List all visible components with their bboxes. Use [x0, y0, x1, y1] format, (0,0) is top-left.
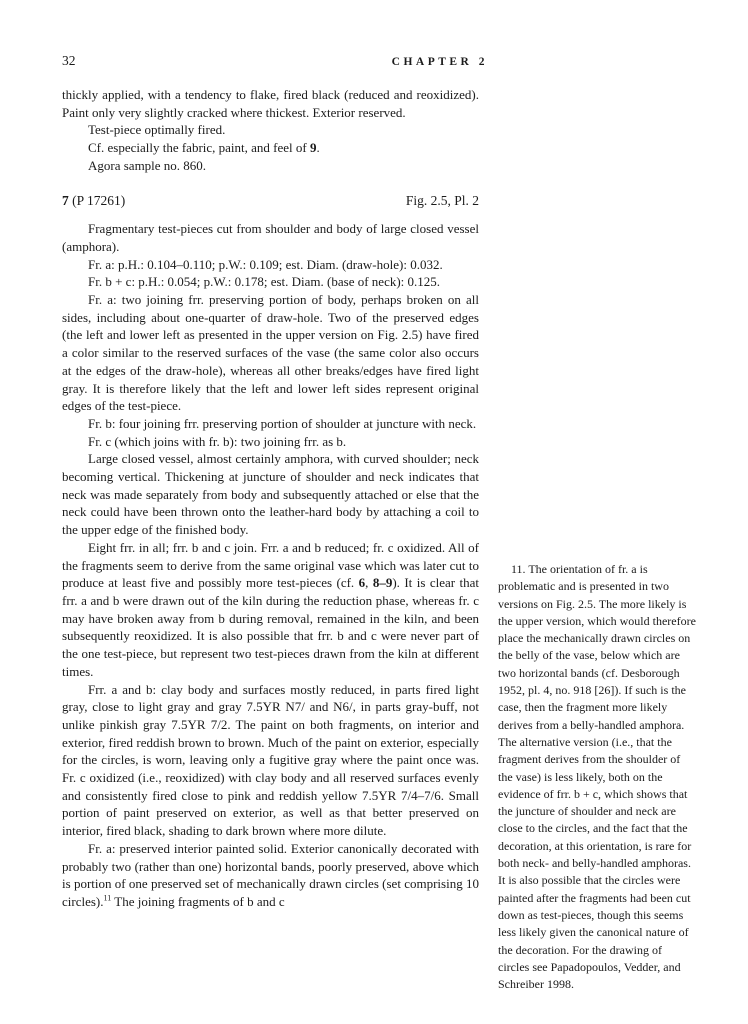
page-number: 32 — [62, 53, 76, 68]
entry-paragraph-description: Fragmentary test-pieces cut from shoulder and body of large closed vessel (amphora). — [62, 221, 479, 254]
intro-paragraph-firing-note: Test-piece optimally fired. — [88, 122, 226, 138]
entry-collection-id: (P 17261) — [68, 192, 126, 208]
entry-figure-reference: Fig. 2.5, Pl. 2 — [405, 192, 479, 208]
entry-paragraph-fabric-colors: Frr. a and b: clay body and surfaces mostly reduced, in parts fired light gray, close to light gray and gray 7.5YR N7/ and N6/, in parts gray-buff, not unlike pinkish gray 7.5YR 7/2. The paint on both fragments, on interior and exterior, fired reddish brown to brown. Much of the paint on exterior, especially for the circles, is worn, leaving only a fugitive gray where the paint once was. Fr. c oxidized (i.e., reoxidized) with clay body and all reserved surfaces evenly and consistently fired close to pink and reddish yellow 7.5YR 7/4–7/6. Small portion of paint preserved on exterior, as well as that better preserved on interior, fired black, shading to dark brown where more dilute. — [62, 681, 479, 839]
entry-paragraph-fr-c-detail: Fr. c (which joins with fr. b): two joining frr. as b. — [88, 433, 347, 449]
entry-paragraph-fr-a-detail: Fr. a: two joining frr. preserving portion of body, perhaps broken on all sides, including about one-quarter of draw-hole. Two of the preserved edges (the left and lower left as presented in the upper version on Fig. 2.5) have fired a color similar to the reserved surfaces of the vase (the same color also occurs at the edges of the draw-hole), whereas all other breaks/edges have fired light gray. It is therefore likely that the left and lower left sides represent original edges of the test-piece. — [62, 292, 479, 414]
entry-paragraph-fr-a-dimensions: Fr. a: p.H.: 0.104–0.110; p.W.: 0.109; est. Diam. (draw-hole): 0.032. — [88, 256, 443, 272]
footnote-11: 11. The orientation of fr. a is problematic and is presented in two versions on Fig. 2.5. The more likely is the upper version, which would therefore place the mechanically drawn circles on the belly of the vase, below which are two horizontal bands (cf. Desborough 1952, pl. 4, no. 918 [26]). If such is the case, then the fragment more likely derives from a belly-handled amphora. The alternative version (i.e., that the fragment derives from the shoulder of the vase) is less likely, both on the evidence of frr. b + c, which shows that the juncture of shoulder and neck are close to the circles, and the fact that the decoration, at this orientation, is rare for both neck- and belly-handled amphoras. It is also possible that the circles were painted after the fragments had been cut down as test-pieces, though this seems less likely given the canonical nature of the decoration. For the drawing of circles see Papadopoulos, Vedder, and Schreiber 1998. — [498, 562, 696, 992]
intro-paragraph-continuation: thickly applied, with a tendency to flake, fired black (reduced and reoxidized). Paint only very slightly cracked where thickest. Exterior reserved. — [62, 87, 479, 120]
catalog-entry-heading — [62, 192, 479, 210]
entry-identifier — [62, 192, 125, 210]
intro-paragraph-cf-note: Cf. especially the fabric, paint, and feel of 9. — [88, 140, 320, 156]
intro-paragraph-agora-sample: Agora sample no. 860. — [88, 157, 207, 173]
entry-paragraph-decoration: Fr. a: preserved interior painted solid. Exterior canonically decorated with probably two (rather than one) horizontal bands, poorly preserved, above which is portion of one preserved set of mechanically drawn circles (set comprising 10 circles).$^{11}$ The joining fragments of b and c — [62, 840, 479, 909]
entry-paragraph-fragments-overview: Eight frr. in all; frr. b and c join. Frr. a and b reduced; fr. c oxidized. All of the fragments seem to derive from the same original vase which was later cut to produce at least five and possibly more test-pieces (cf. 6, 8–9). It is clear that frr. a and b were drawn out of the kiln during the reduction phase, whereas fr. c may have broken away from b during removal, remained in the kiln, and been subsequently reoxidized. It is also possible that frr. b and c were never part of the one test-piece, but represent two test-pieces drawn from the kiln at different times. — [62, 539, 480, 679]
running-head-title: CHAPTER 2 — [391, 56, 488, 68]
entry-number: 7 — [62, 192, 69, 208]
entry-paragraph-fr-bc-dimensions: Fr. b + c: p.H.: 0.054; p.W.: 0.178; est. Diam. (base of neck): 0.125. — [88, 274, 441, 290]
main-text-column — [62, 86, 479, 911]
running-head — [62, 53, 488, 69]
entry-paragraph-fr-b-detail: Fr. b: four joining frr. preserving portion of shoulder at juncture with neck. — [88, 415, 477, 431]
entry-paragraph-vessel-shape: Large closed vessel, almost certainly amphora, with curved shoulder; neck becoming vertical. Thickening at juncture of shoulder and neck indicates that neck was made separately from body and subsequently attached or else that the neck could have been thrown onto the leather-hard body by attaching a coil to the upper edge of the finished body. — [62, 451, 479, 538]
